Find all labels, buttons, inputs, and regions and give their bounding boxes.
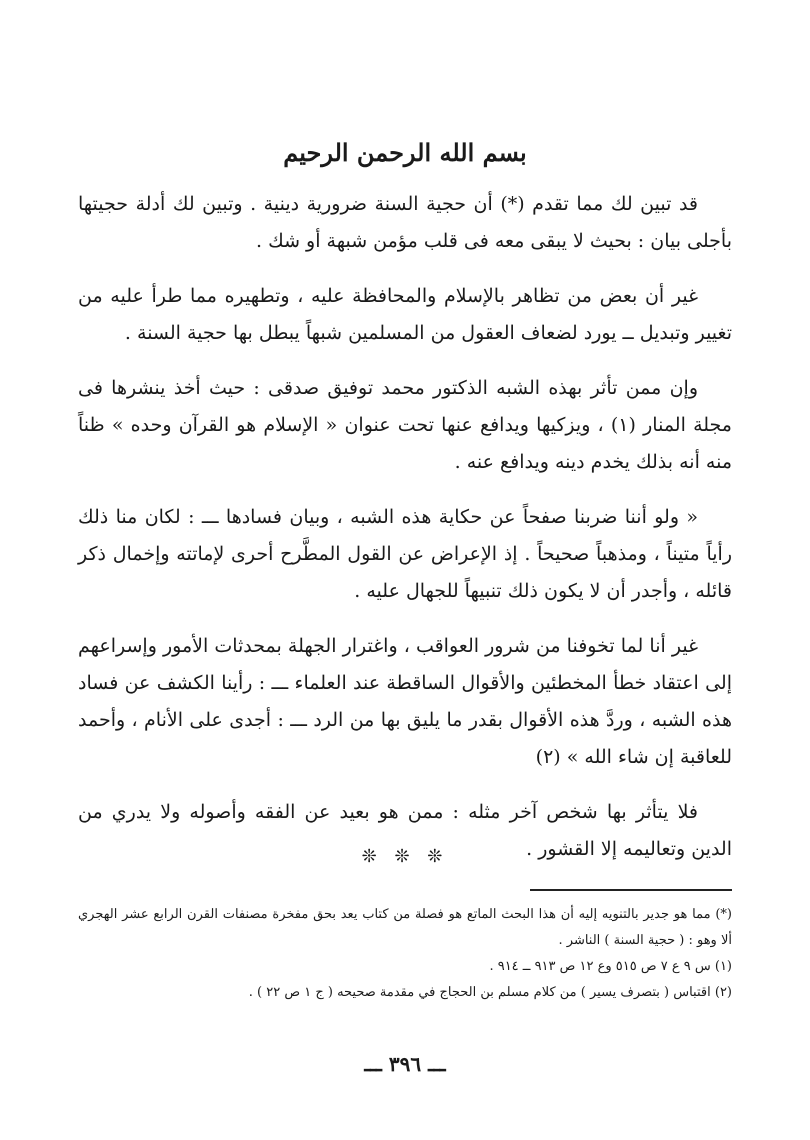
section-ornament: ❊ ❊ ❊ bbox=[361, 846, 449, 867]
paragraph-6: فلا يتأثر بها شخص آخر مثله : ممن هو بعيد عن الفقه وأصوله ولا يدري من الدين وتعاليمه إلا القشور . bbox=[78, 801, 732, 860]
footnote-1: (١) س ٩ ع ٧ ص ٥١٥ وع ١٢ ص ٩١٣ ــ ٩١٤ . bbox=[489, 959, 732, 974]
paragraph-3: وإن ممن تأثر بهذه الشبه الذكتور محمد توفيق صدقى : حيث أخذ ينشرها فى مجلة المنار (١) ، ويزكيها ويدافع عنها تحت عنوان « الإسلام هو القرآن وحده » ظناً منه أنه بذلك يخدم دينه ويدافع عنه . bbox=[78, 377, 732, 473]
page-number: ـــ ٣٩٦ ـــ bbox=[364, 1052, 446, 1076]
paragraph-4: « ولو أننا ضربنا صفحاً عن حكاية هذه الشبه ، وبيان فسادها ـــ : لكان منا ذلك رأياً متيناً ، ومذهباً صحيحاً . إذ الإعراض عن القول المطَّرح أحرى لإماتته وإخمال ذكر قائله ، وأجدر أن لا يكون ذلك تنبيهاً للجهال عليه . bbox=[78, 506, 732, 602]
paragraph-2: غير أن بعض من تظاهر بالإسلام والمحافظة عليه ، وتطهيره مما طرأ عليه من تغيير وتبديل ــ يورد لضعاف العقول من المسلمين شبهاً يبطل بها حجية السنة . bbox=[78, 285, 732, 344]
footnotes bbox=[78, 902, 732, 1006]
paragraph-5: غير أنا لما تخوفنا من شرور العواقب ، واغترار الجهلة بمحدثات الأمور وإسراعهم إلى اعتقاد خطأ المخطئين والأقوال الساقطة عند العلماء ـــ : رأينا الكشف عن فساد هذه الشبه ، وردَّ هذه الأقوال بقدر ما يليق بها من الرد ـــ : أجدى على الأنام ، وأحمد للعاقبة إن شاء الله » (٢) bbox=[78, 635, 732, 768]
body-text bbox=[78, 186, 732, 886]
footnote-star: (*) مما هو جدير بالتنويه إليه أن هذا البحث الماتع هو فصلة من كتاب يعد بحق مفخرة مصنفات القرن الرابع عشر الهجري ألا وهو : ( حجية السنة ) الناشر . bbox=[78, 907, 732, 948]
footnote-2: (٢) اقتباس ( بتصرف يسير ) من كلام مسلم بن الحجاج في مقدمة صحيحه ( ج ١ ص ٢٢ ) . bbox=[248, 985, 732, 1000]
footnote-divider bbox=[530, 889, 732, 891]
page-title: بسم الله الرحمن الرحيم bbox=[283, 138, 527, 167]
paragraph-1: قد تبين لك مما تقدم (*) أن حجية السنة ضرورية دينية . وتبين لك أدلة حجيتها بأجلى بيان : بحيث لا يبقى معه فى قلب مؤمن شبهة أو شك . bbox=[78, 193, 732, 252]
